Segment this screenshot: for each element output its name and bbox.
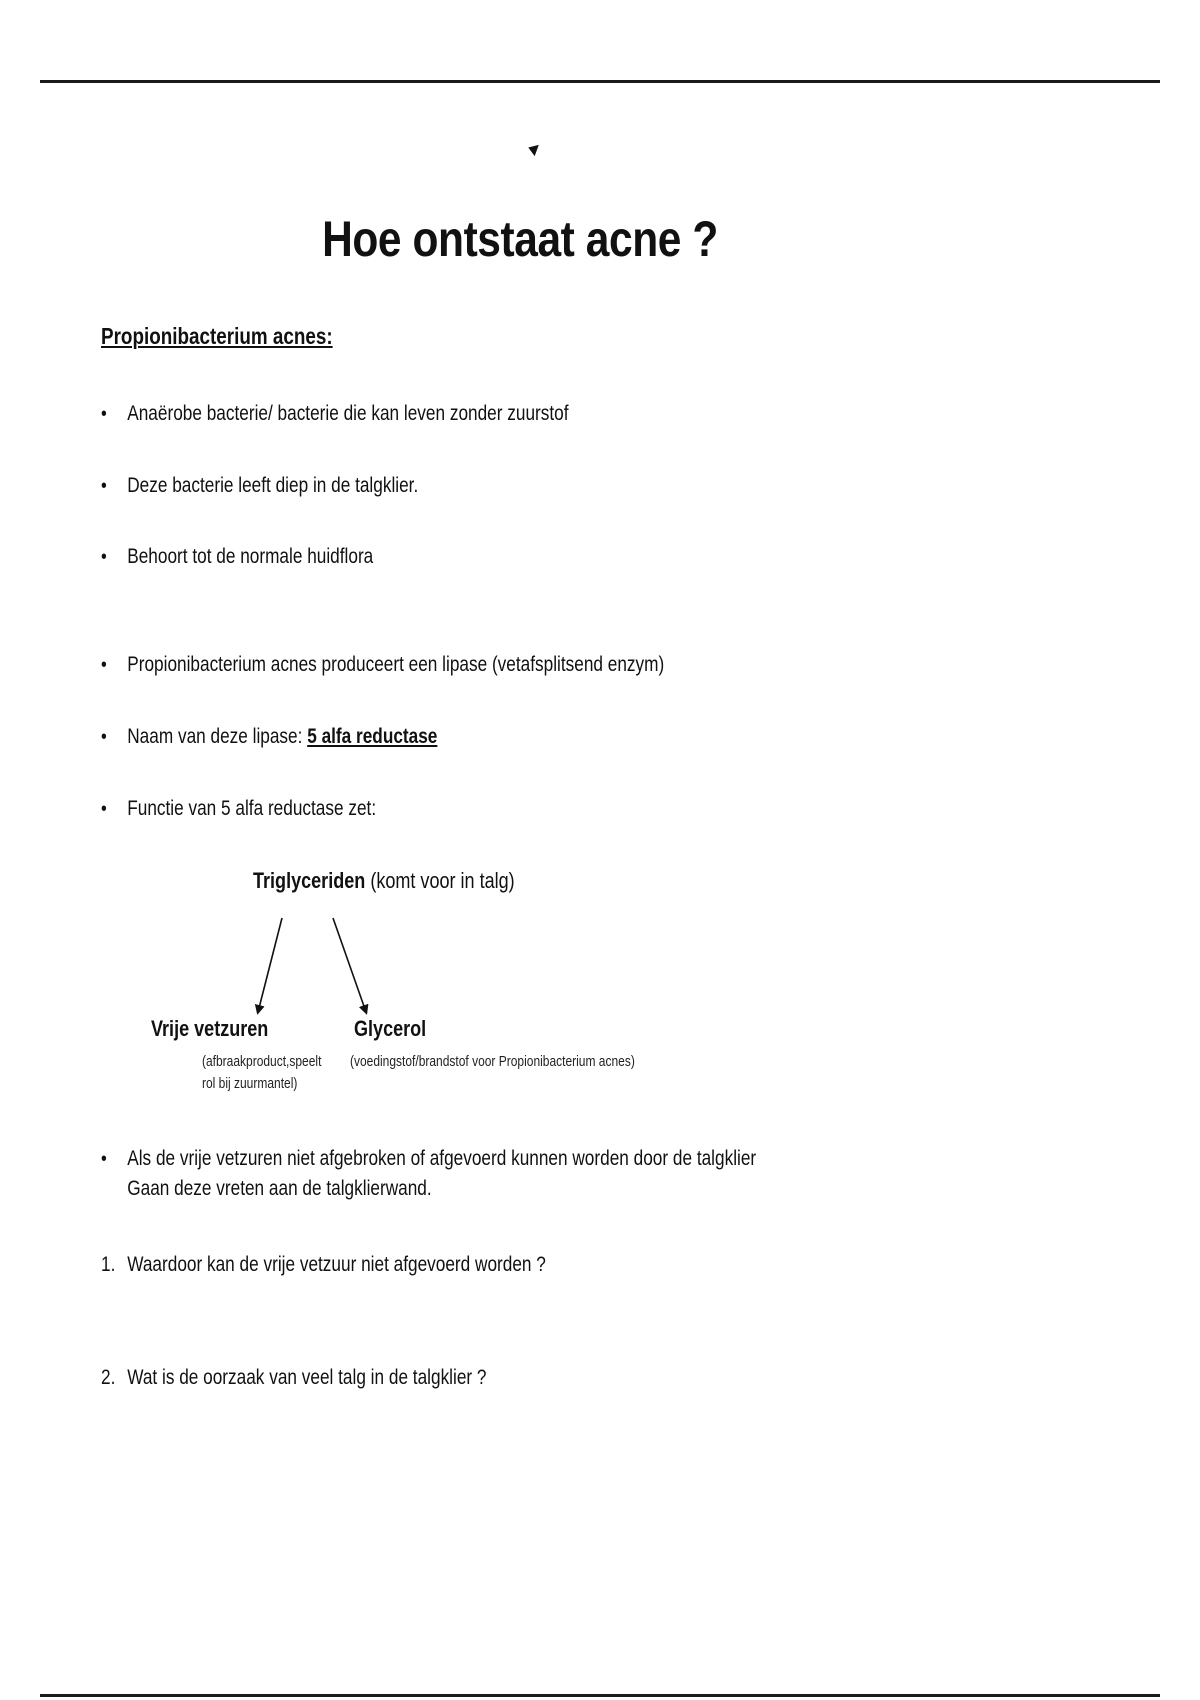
arrow-to-vrije-vetzuren xyxy=(258,918,282,1012)
question-number: 2. xyxy=(101,1366,116,1389)
bullet-marker: • xyxy=(101,403,107,425)
bullet-item xyxy=(101,399,569,429)
bullet-text-continuation: Gaan deze vreten aan de talgklierwand. xyxy=(127,1177,432,1200)
question-number: 1. xyxy=(101,1253,116,1276)
bullet-item xyxy=(101,471,418,501)
diagram-left-product: Vrije vetzuren xyxy=(151,1016,269,1041)
top-divider xyxy=(40,80,1160,83)
page-title: Hoe ontstaat acne ? xyxy=(322,211,718,267)
diagram-source xyxy=(253,868,515,894)
question-item xyxy=(101,1363,487,1393)
bullet-marker: • xyxy=(101,546,107,568)
enzyme-name: 5 alfa reductase xyxy=(307,725,438,748)
diagram-source-label: Triglyceriden xyxy=(253,868,366,893)
diagram-right-note: (voedingstof/brandstof voor Propionibacterium acnes) xyxy=(350,1053,635,1070)
bullet-item xyxy=(101,722,437,752)
question-text: Wat is de oorzaak van veel talg in de talgklier ? xyxy=(127,1366,487,1389)
bullet-text: Als de vrije vetzuren niet afgebroken of afgevoerd kunnen worden door de talgklier xyxy=(127,1147,757,1170)
diagram-right-product: Glycerol xyxy=(354,1016,427,1041)
bullet-text: Naam van deze lipase: xyxy=(127,725,308,748)
diagram-source-note: (komt voor in talg) xyxy=(365,868,515,893)
diagram-left-note: (afbraakproduct,speelt rol bij zuurmantel) xyxy=(202,1053,322,1092)
bullet-marker: • xyxy=(101,475,107,497)
bullet-text: Deze bacterie leeft diep in de talgklier. xyxy=(127,474,419,497)
question-text: Waardoor kan de vrije vetzuur niet afgevoerd worden ? xyxy=(127,1253,546,1276)
bullet-item xyxy=(101,1144,756,1204)
bullet-text: Functie van 5 alfa reductase zet: xyxy=(127,797,377,820)
bottom-divider xyxy=(40,1694,1160,1697)
bullet-text: Anaërobe bacterie/ bacterie die kan leven zonder zuurstof xyxy=(127,402,569,425)
bullet-item xyxy=(101,542,373,572)
bullet-text: Propionibacterium acnes produceert een lipase (vetafsplitsend enzym) xyxy=(127,653,665,676)
arrow-to-glycerol xyxy=(333,918,366,1012)
bullet-marker: • xyxy=(101,798,107,820)
bullet-marker: • xyxy=(101,1148,107,1170)
section-heading: Propionibacterium acnes: xyxy=(101,323,333,349)
bullet-item xyxy=(101,650,664,680)
bullet-marker: • xyxy=(101,726,107,748)
bullet-item xyxy=(101,794,376,824)
question-item xyxy=(101,1250,546,1280)
mouse-cursor-icon xyxy=(526,142,539,156)
bullet-marker: • xyxy=(101,654,107,676)
bullet-text: Behoort tot de normale huidflora xyxy=(127,545,374,568)
